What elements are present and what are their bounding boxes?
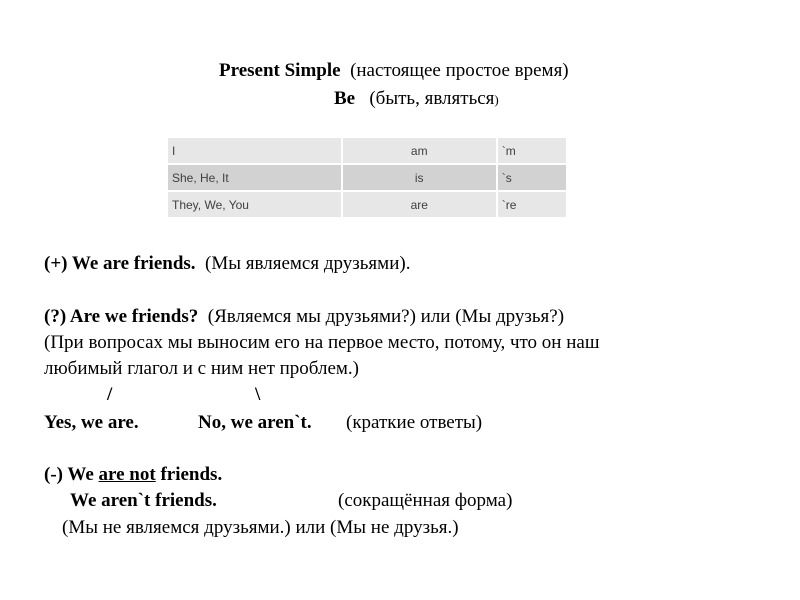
slash-left: / — [107, 384, 113, 405]
form-cell: am — [342, 137, 497, 164]
short-form-note: (сокращённая форма) — [338, 490, 513, 511]
question-explanation-1: (При вопросах мы выносим его на первое место, потому, что он наш — [44, 332, 600, 353]
page-title — [219, 60, 569, 82]
negative-short-form: We aren`t friends. — [70, 490, 217, 511]
affirmative-sentence: (+) We are friends. — [44, 253, 196, 274]
form-cell: are — [342, 191, 497, 218]
short-form-cell: `re — [497, 191, 567, 218]
title-bold: Present Simple — [219, 60, 341, 81]
question-line — [44, 304, 564, 330]
short-form-cell: `m — [497, 137, 567, 164]
question-translation: (Являемся мы друзьями?) или (Мы друзья?) — [207, 306, 565, 327]
negative-translation: (Мы не являемся друзьями.) или (Мы не друзья.) — [62, 517, 459, 538]
pronoun-cell: They, We, You — [167, 191, 342, 218]
answer-no: No, we aren`t. — [198, 412, 312, 433]
question-sentence: (?) Are we friends? — [44, 306, 199, 327]
answer-no-wrap — [198, 410, 312, 436]
pronoun-cell: She, He, It — [167, 164, 342, 191]
negative-line — [44, 462, 222, 488]
answers-note: (краткие ответы) — [346, 412, 483, 433]
answer-yes: Yes, we are. — [44, 412, 139, 433]
negative-marker: (-) We — [44, 464, 94, 485]
table-row — [167, 164, 567, 191]
short-form-cell: `s — [497, 164, 567, 191]
table-row — [167, 137, 567, 164]
slash-right: \ — [255, 384, 261, 405]
verb-translation: (быть, являться — [369, 88, 495, 109]
pronoun-cell: I — [167, 137, 342, 164]
question-explanation-2: любимый глагол и с ним нет проблем.) — [44, 358, 360, 379]
negative-short-form-line — [70, 488, 217, 514]
negative-friends: friends. — [160, 464, 223, 485]
negative-are-not: are not — [98, 464, 156, 485]
affirmative-translation: (Мы являемся друзьями). — [205, 253, 411, 274]
subtitle — [334, 88, 499, 110]
table-row — [167, 191, 567, 218]
affirmative-line — [44, 251, 410, 277]
form-cell: is — [342, 164, 497, 191]
verb-bold: Be — [334, 88, 356, 109]
conjugation-table — [166, 136, 568, 219]
verb-translation-close: ) — [494, 92, 499, 107]
title-translation: (настоящее простое время) — [350, 60, 569, 81]
short-answers-line — [44, 410, 139, 436]
